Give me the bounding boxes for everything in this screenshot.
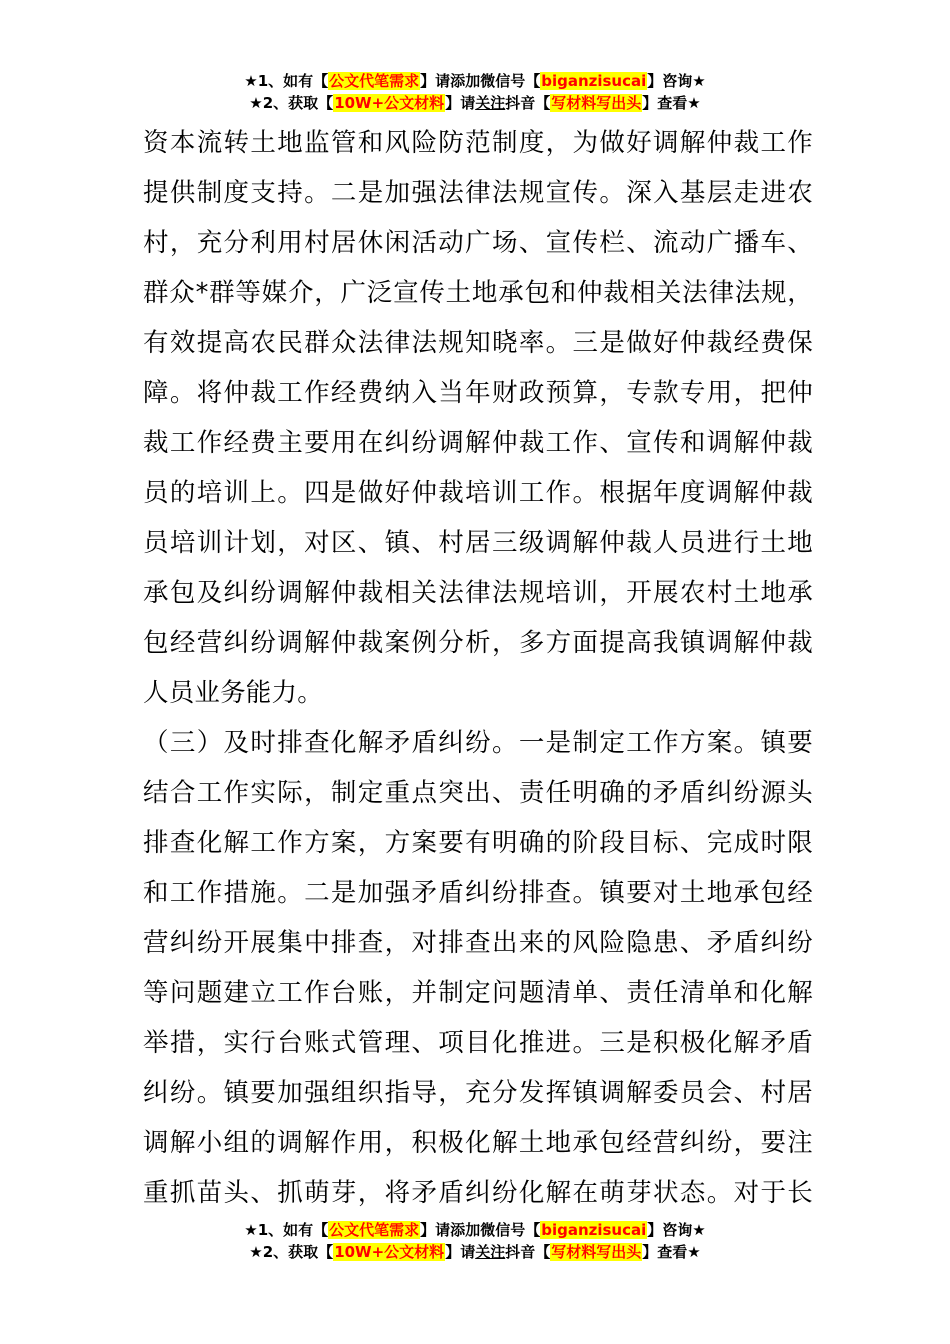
banner-line-2-highlight-account: 写材料写出头 xyxy=(551,94,642,112)
body-line: 等问题建立工作台账，并制定问题清单、责任清单和化解 xyxy=(143,978,813,1008)
body-line: 村，充分利用村居休闲活动广场、宣传栏、流动广播车、 xyxy=(143,228,813,258)
banner-line-1-bold-word: 加 xyxy=(465,72,481,90)
banner-line-1-highlight-wechat-id: biganzisucai xyxy=(541,1221,647,1239)
banner-line-2-highlight-materials: 10W+公文材料 xyxy=(334,94,445,112)
banner-line-2-underlined-word: 关注 xyxy=(475,1243,506,1261)
body-line: 调解小组的调解作用，积极化解土地承包经营纠纷，要注 xyxy=(143,1128,813,1158)
body-line: 员的培训上。四是做好仲裁培训工作。根据年度调解仲裁 xyxy=(143,478,813,508)
banner-line-1-middle: 】请添 xyxy=(420,72,466,90)
body-line: 包经营纠纷调解仲裁案例分析，多方面提高我镇调解仲裁 xyxy=(143,628,813,658)
body-line: 营纠纷开展集中排查，对排查出来的风险隐患、矛盾纠纷 xyxy=(143,928,813,958)
body-line: 纠纷。镇要加强组织指导，充分发挥镇调解委员会、村居 xyxy=(143,1078,813,1108)
body-line: 人员业务能力。 xyxy=(143,678,323,708)
body-line: 提供制度支持。二是加强法律法规宣传。深入基层走进农 xyxy=(143,178,813,208)
body-line: 裁工作经费主要用在纠纷调解仲裁工作、宣传和调解仲裁 xyxy=(143,428,813,458)
section-heading-line: （三）及时排查化解矛盾纠纷。一是制定工作方案。镇要 xyxy=(143,728,813,758)
banner-line-1-prefix: ★1、如有【 xyxy=(244,72,329,90)
banner-line-2-middle-2: 抖音【 xyxy=(505,94,551,112)
banner-line-1-highlight-wechat-id: biganzisucai xyxy=(541,72,647,90)
body-line: 举措，实行台账式管理、项目化推进。三是积极化解矛盾 xyxy=(143,1028,813,1058)
banner-line-2-middle: 】请 xyxy=(445,1243,476,1261)
body-line: 和工作措施。二是加强矛盾纠纷排查。镇要对土地承包经 xyxy=(143,878,813,908)
banner-line-1-suffix: 】咨询★ xyxy=(647,1221,706,1239)
banner-line-2-suffix: 】查看★ xyxy=(642,1243,701,1261)
body-line: 承包及纠纷调解仲裁相关法律法规培训，开展农村土地承 xyxy=(143,578,813,608)
body-line: 群众*群等媒介，广泛宣传土地承包和仲裁相关法律法规， xyxy=(143,278,813,308)
banner-line-2-highlight-account: 写材料写出头 xyxy=(551,1243,642,1261)
banner-line-2 xyxy=(0,1241,950,1263)
banner-line-2-underlined-word: 关注 xyxy=(475,94,506,112)
banner-line-1-highlight-service: 公文代笔需求 xyxy=(329,1221,420,1239)
body-line: 重抓苗头、抓萌芽，将矛盾纠纷化解在萌芽状态。对于长 xyxy=(143,1178,813,1208)
footer-banner xyxy=(0,1219,950,1263)
banner-line-1-middle-2: 微信号【 xyxy=(480,1221,541,1239)
banner-line-1-highlight-service: 公文代笔需求 xyxy=(329,72,420,90)
banner-line-1 xyxy=(0,70,950,92)
banner-line-1-suffix: 】咨询★ xyxy=(647,72,706,90)
body-line: 资本流转土地监管和风险防范制度，为做好调解仲裁工作 xyxy=(143,128,813,158)
banner-line-2-prefix: ★2、获取【 xyxy=(249,1243,334,1261)
banner-line-2-middle-2: 抖音【 xyxy=(505,1243,551,1261)
banner-line-2-highlight-materials: 10W+公文材料 xyxy=(334,1243,445,1261)
document-body xyxy=(143,118,813,1218)
header-banner xyxy=(0,70,950,114)
body-line: 结合工作实际，制定重点突出、责任明确的矛盾纠纷源头 xyxy=(143,778,813,808)
banner-line-1 xyxy=(0,1219,950,1241)
banner-line-1-middle-2: 微信号【 xyxy=(480,72,541,90)
banner-line-1-middle: 】请添 xyxy=(420,1221,466,1239)
body-line: 障。将仲裁工作经费纳入当年财政预算，专款专用，把仲 xyxy=(143,378,813,408)
banner-line-2 xyxy=(0,92,950,114)
banner-line-2-prefix: ★2、获取【 xyxy=(249,94,334,112)
banner-line-1-prefix: ★1、如有【 xyxy=(244,1221,329,1239)
banner-line-2-suffix: 】查看★ xyxy=(642,94,701,112)
banner-line-1-bold-word: 加 xyxy=(465,1221,481,1239)
body-line: 排查化解工作方案，方案要有明确的阶段目标、完成时限 xyxy=(143,828,813,858)
body-line: 员培训计划，对区、镇、村居三级调解仲裁人员进行土地 xyxy=(143,528,813,558)
banner-line-2-middle: 】请 xyxy=(445,94,476,112)
body-line: 有效提高农民群众法律法规知晓率。三是做好仲裁经费保 xyxy=(143,328,813,358)
